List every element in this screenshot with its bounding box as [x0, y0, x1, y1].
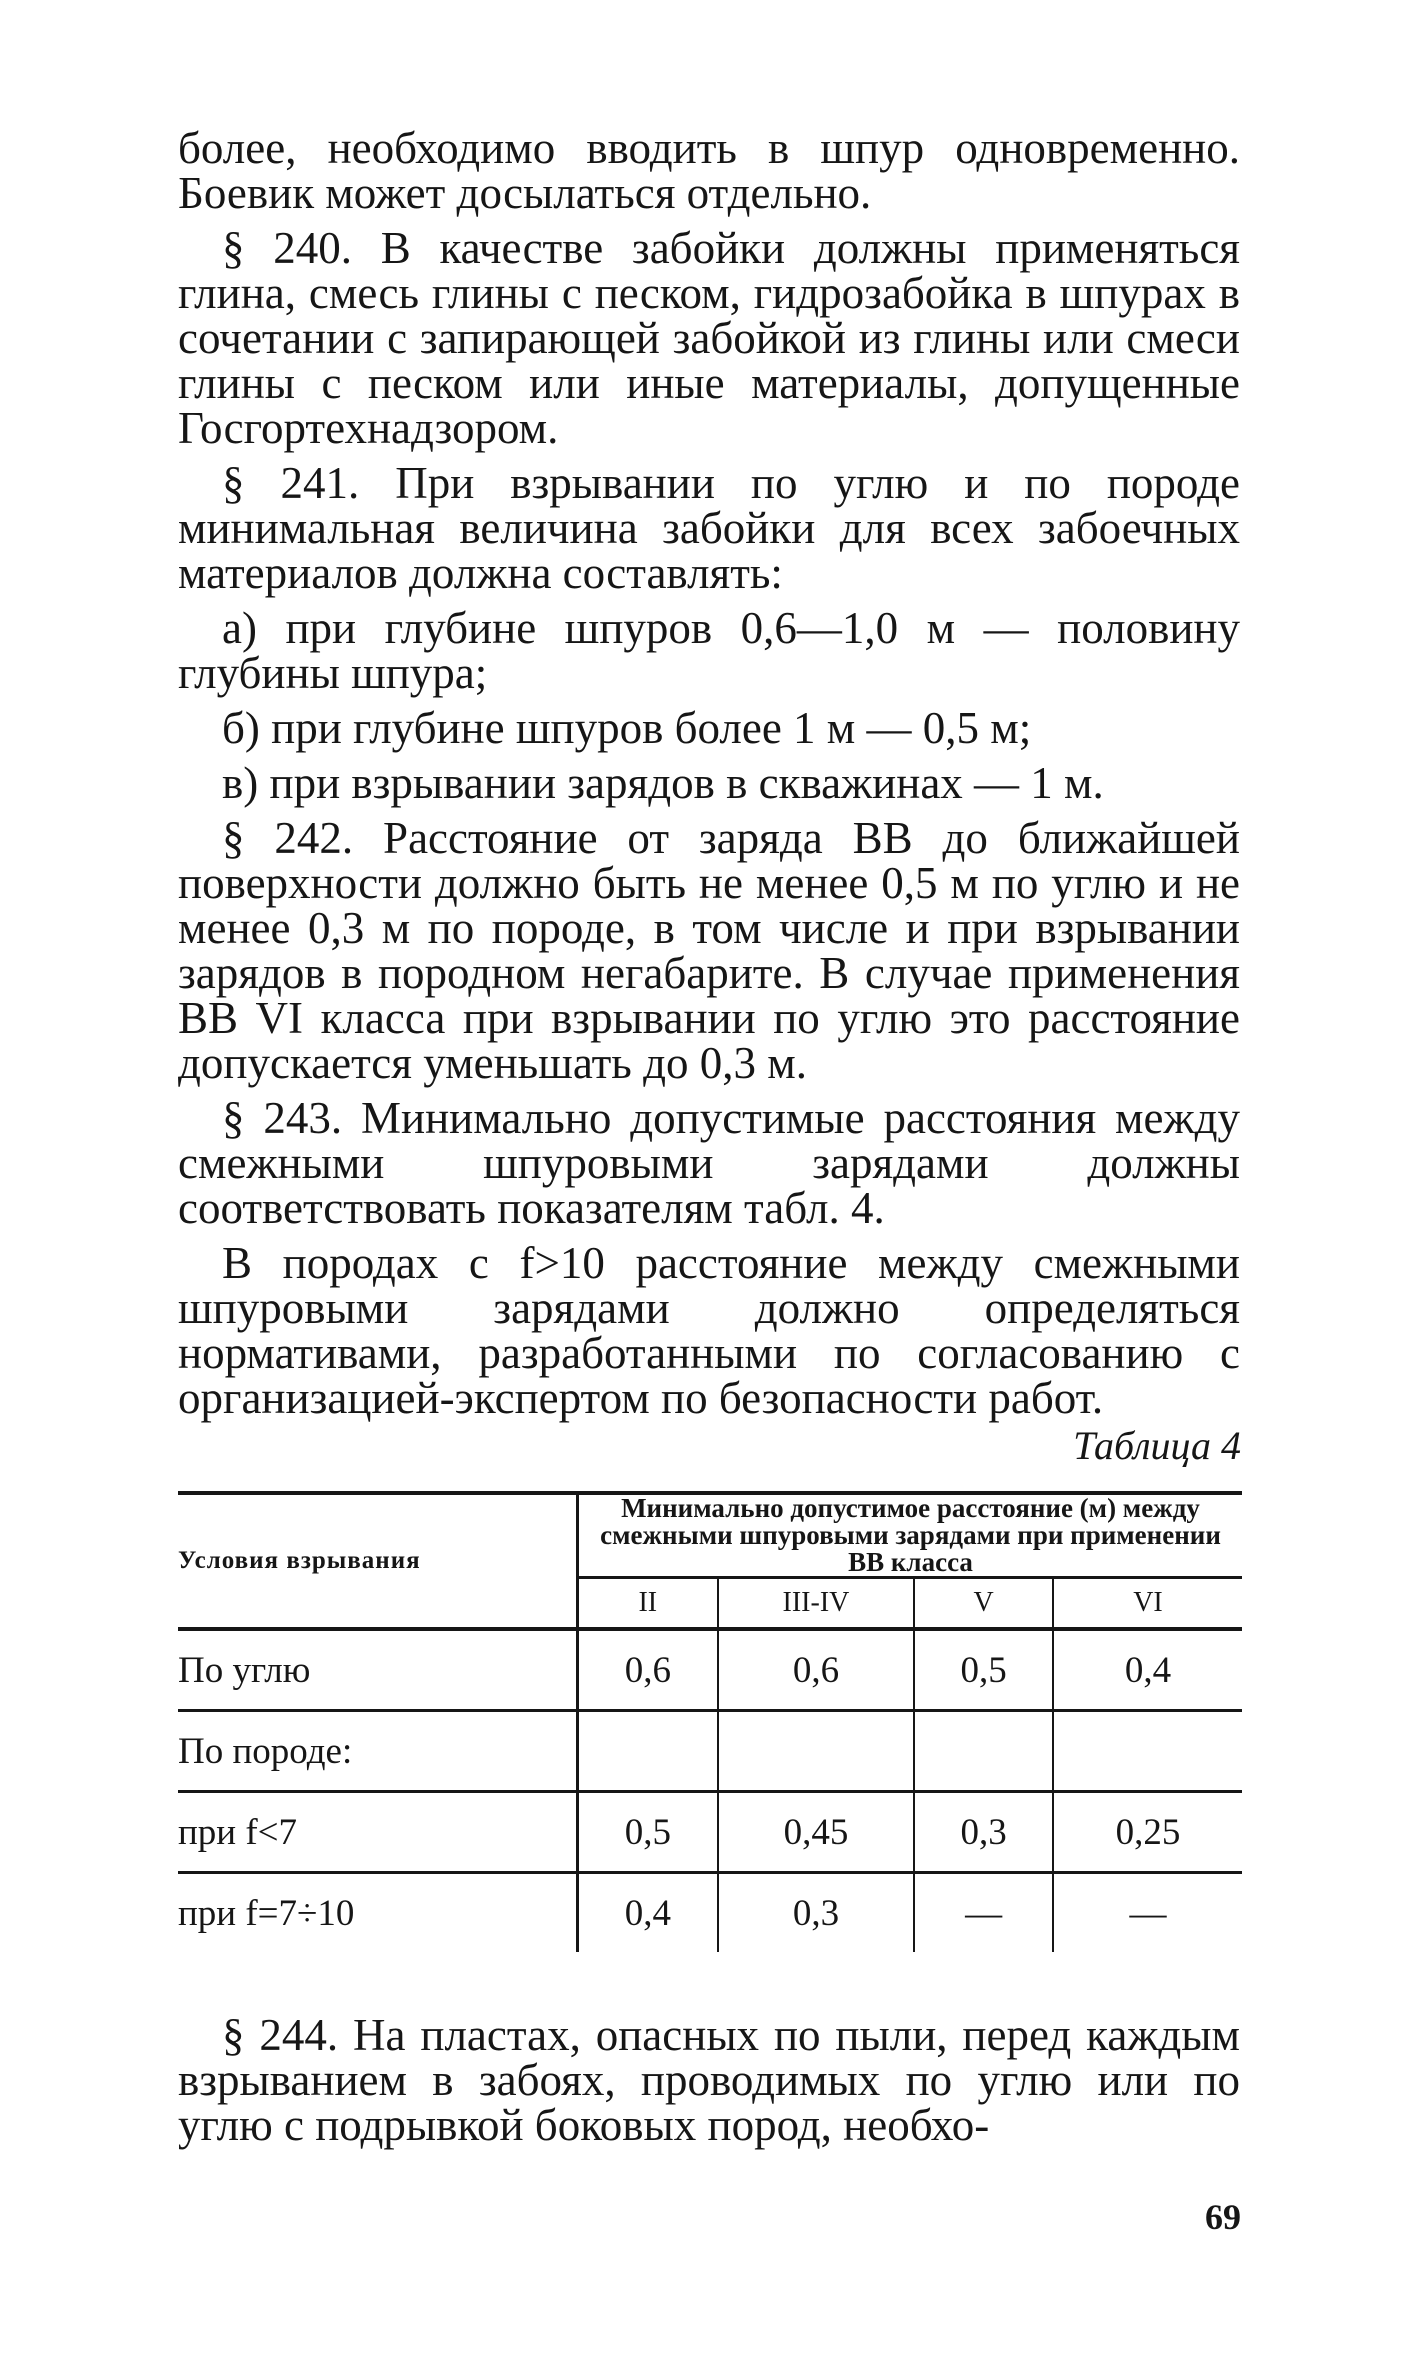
class-header: V [914, 1578, 1053, 1630]
row-label: По углю [178, 1629, 578, 1711]
table-cell: 0,6 [718, 1629, 915, 1711]
paragraph-rocks: В породах с f>10 расстояние между смежными шпуровыми зарядами должно определяться нормативами, разработанными по согласованию с организацией-экспертом по безопасности работ. [178, 1238, 1240, 1423]
paragraph-241: § 241. При взрывании по углю и по породе минимальная величина забойки для всех забоечных материалов должна составлять: [178, 458, 1240, 598]
table-cell [1053, 1711, 1242, 1792]
table-cell: 0,6 [578, 1629, 718, 1711]
row-label: По породе: [178, 1711, 578, 1792]
table-row [178, 1711, 1242, 1792]
table-cell [718, 1711, 915, 1792]
table-cell: — [914, 1873, 1053, 1953]
condition-header: Условия взрывания [178, 1493, 578, 1629]
body-text-after-table [178, 2010, 1240, 2150]
list-item-b: б) при глубине шпуров более 1 м — 0,5 м; [222, 703, 1032, 753]
table-row [178, 1873, 1242, 1953]
table-row [178, 1629, 1242, 1711]
distance-table [178, 1491, 1242, 1952]
table-cell: 0,5 [914, 1629, 1053, 1711]
table-header-row [178, 1493, 1242, 1578]
table-cell: 0,3 [914, 1792, 1053, 1873]
table-cell: 0,4 [624, 1892, 671, 1934]
list-item-a: а) при глубине шпуров 0,6—1,0 м — половину глубины шпура; [178, 603, 1240, 698]
table-caption: Таблица 4 [1073, 1423, 1241, 1468]
table-cell: 0,25 [1053, 1792, 1242, 1873]
table-cell [578, 1711, 718, 1792]
page-number: 69 [1205, 2197, 1241, 2237]
body-text [178, 123, 1240, 1423]
paragraph-240: § 240. В качестве забойки должны применяться глина, смесь глины с песком, гидрозабойка в шпурах в сочетании с запирающей забойкой из глины или смеси глины с песком или иные материалы, допущенные Госгортехнадзором. [178, 223, 1240, 453]
paragraph-244: § 244. На пластах, опасных по пыли, перед каждым взрыванием в забоях, проводимых по углю или по углю с подрывкой боковых пород, необхо- [178, 2010, 1240, 2150]
table-cell [914, 1711, 1053, 1792]
list-item-c: в) при взрывании зарядов в скважинах — 1 м. [222, 758, 1104, 808]
paragraph: более, необходимо вводить в шпур одновременно. Боевик может досылаться отдельно. [178, 123, 1240, 218]
table-cell: 0,4 [1053, 1629, 1242, 1711]
table-cell: — [1053, 1873, 1242, 1953]
table-cell: 0,5 [578, 1792, 718, 1873]
row-label: при f=7÷10 [178, 1873, 578, 1953]
table-cell: 0,45 [718, 1792, 915, 1873]
class-header: II [578, 1578, 718, 1630]
table-row [178, 1792, 1242, 1873]
class-header: III-IV [718, 1578, 915, 1630]
distance-header: Минимально допустимое расстояние (м) между смежными шпуровыми зарядами при применении ВВ класса [578, 1493, 1243, 1578]
paragraph-242: § 242. Расстояние от заряда ВВ до ближайшей поверхности должно быть не менее 0,5 м по углю и не менее 0,3 м по породе, в том числе и при взрывании зарядов в породном негабарите. В случае применения ВВ VI класса при взрывании по углю это расстояние допускается уменьшать до 0,3 м. [178, 813, 1240, 1088]
table-cell: 0,3 [718, 1873, 915, 1953]
row-label: при f<7 [178, 1792, 578, 1873]
paragraph-243: § 243. Минимально допустимые расстояния между смежными шпуровыми зарядами должны соответствовать показателям табл. 4. [178, 1093, 1240, 1233]
class-header: VI [1053, 1578, 1242, 1630]
